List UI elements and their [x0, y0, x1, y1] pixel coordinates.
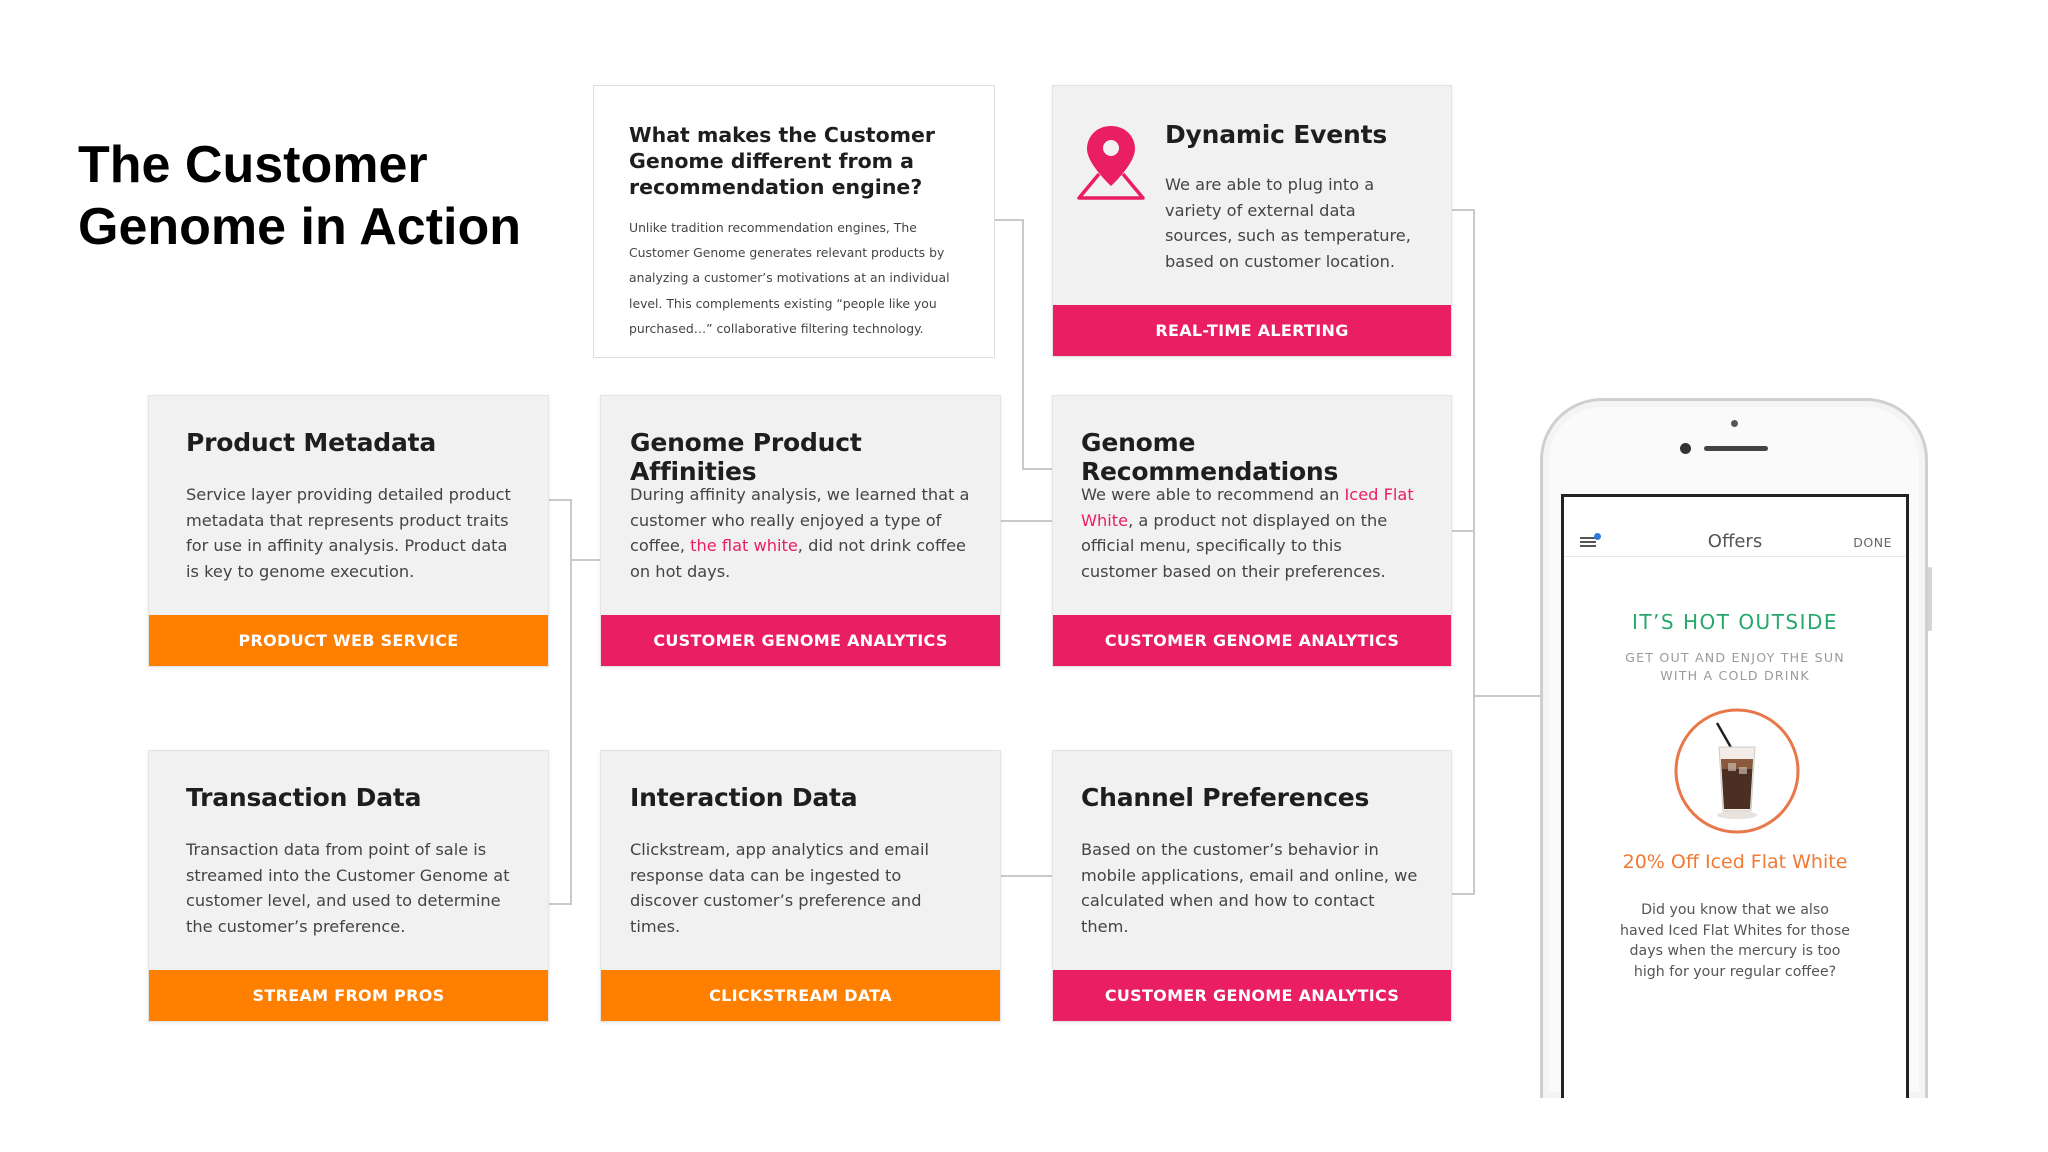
- info-card: [593, 85, 995, 358]
- body-text: During affinity analysis, we learned that a customer who really enjoyed a type of coffee,: [630, 485, 970, 555]
- connector-events-channel: [1452, 210, 1474, 894]
- card-channel-preferences: [1052, 750, 1452, 1022]
- hot-outside-subtitle: GET OUT AND ENJOY THE SUN WITH A COLD DRINK: [1625, 650, 1845, 683]
- card-interaction-data: [600, 750, 1001, 1022]
- done-button[interactable]: DONE: [1853, 535, 1892, 550]
- phone-sensor: [1731, 420, 1738, 427]
- info-title: What makes the Customer Genome different from a recommendation engine?: [629, 123, 936, 199]
- body-text: We were able to recommend an: [1081, 485, 1345, 504]
- card-transaction-data: [148, 750, 549, 1022]
- offer-description: Did you know that we also haved Iced Flat Whites for those days when the mercury is too high for your regular coffee?: [1620, 902, 1850, 980]
- info-body: Unlike tradition recommendation engines, The Customer Genome generates relevant products by analyzing a customer’s motivations at an individual level. This complements existing “people like you purchased…” collaborative filtering technology.: [629, 220, 950, 336]
- stream-from-pros-button[interactable]: STREAM FROM PROS: [149, 970, 548, 1021]
- phone-mockup: [1540, 398, 1928, 1098]
- customer-genome-analytics-button[interactable]: CUSTOMER GENOME ANALYTICS: [1053, 970, 1451, 1021]
- card-product-metadata: [148, 395, 549, 667]
- phone-speaker: [1704, 446, 1768, 451]
- card-body: [630, 482, 972, 584]
- card-title: Transaction Data: [186, 783, 422, 812]
- body-text: , a product not displayed on the official menu, specifically to this customer based on their preferences.: [1081, 510, 1388, 581]
- card-genome-recommendations: [1052, 395, 1452, 667]
- screen-fade: [1564, 1084, 1906, 1098]
- customer-genome-analytics-button[interactable]: CUSTOMER GENOME ANALYTICS: [1053, 615, 1451, 666]
- body-text: , did not drink coffee on hot days.: [630, 536, 967, 581]
- card-body: Clickstream, app analytics and email response data can be ingested to discover customer’s preference and times.: [630, 840, 929, 936]
- card-body: Based on the customer’s behavior in mobile applications, email and online, we calculated when and how to contact them.: [1081, 840, 1418, 936]
- phone-screen: [1561, 494, 1909, 1098]
- card-title: Interaction Data: [630, 783, 858, 812]
- phone-camera: [1680, 443, 1691, 454]
- highlight-text: Iced Flat White: [1081, 485, 1414, 530]
- product-web-service-button[interactable]: PRODUCT WEB SERVICE: [149, 615, 548, 666]
- offer-headline[interactable]: 20% Off Iced Flat White: [1622, 851, 1848, 873]
- hot-outside-title: IT’S HOT OUTSIDE: [1631, 610, 1839, 634]
- card-body: Service layer providing detailed product metadata that represents product traits for use in affinity analysis. Product data is key to genome execution.: [186, 485, 511, 581]
- real-time-alerting-button[interactable]: REAL-TIME ALERTING: [1053, 305, 1451, 356]
- card-title: Dynamic Events: [1165, 120, 1388, 149]
- offers-title: Offers: [1707, 531, 1763, 552]
- iced-coffee-image: [1673, 707, 1801, 835]
- highlight-text: the flat white: [690, 536, 798, 555]
- page-title: The Customer Genome in Action: [78, 136, 521, 256]
- connector-metadata-transaction: [549, 500, 571, 904]
- location-pin-icon: [1075, 122, 1147, 202]
- card-dynamic-events: [1052, 85, 1452, 357]
- card-body: Transaction data from point of sale is streamed into the Customer Genome at customer level, and used to determine the customer’s preference.: [186, 840, 510, 936]
- app-header: [1564, 497, 1906, 557]
- connector-info-recommendations: [995, 220, 1052, 469]
- card-title: Channel Preferences: [1081, 783, 1370, 812]
- card-body: We are able to plug into a variety of external data sources, such as temperature, based on customer location.: [1165, 175, 1411, 271]
- card-genome-product-affinities: [600, 395, 1001, 667]
- card-body: [1081, 482, 1423, 584]
- card-title: Genome Recommendations: [1081, 428, 1339, 486]
- clickstream-data-button[interactable]: CLICKSTREAM DATA: [601, 970, 1000, 1021]
- card-title: Product Metadata: [186, 428, 437, 457]
- card-title: Genome Product Affinities: [630, 428, 862, 486]
- customer-genome-analytics-button[interactable]: CUSTOMER GENOME ANALYTICS: [601, 615, 1000, 666]
